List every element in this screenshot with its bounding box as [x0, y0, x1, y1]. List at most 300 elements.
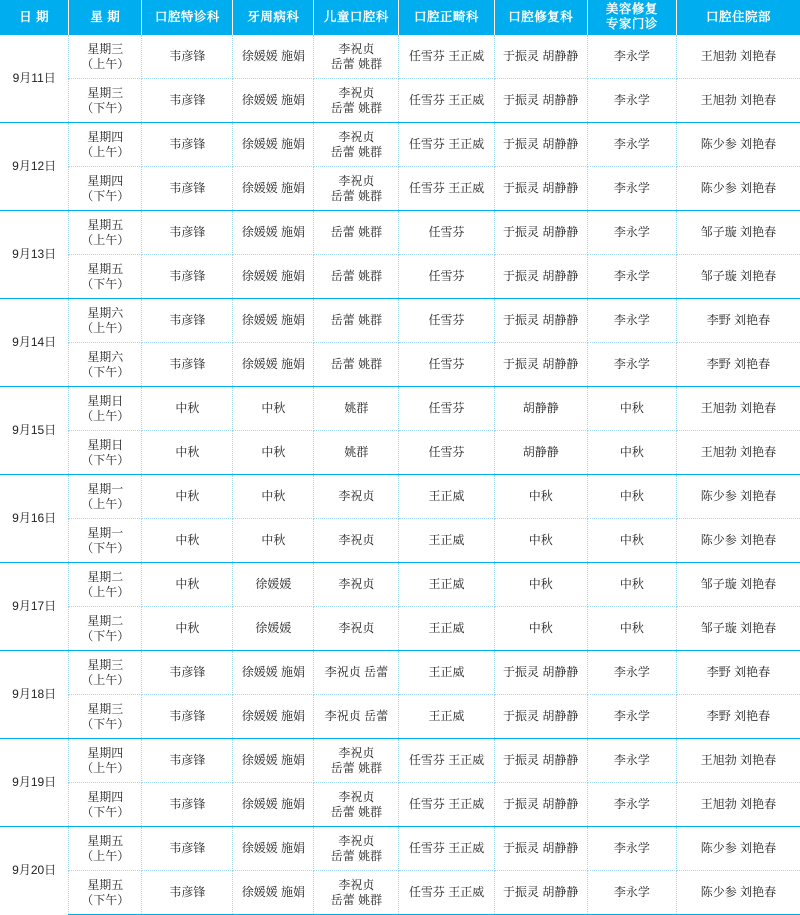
- doctor-cell: [494, 783, 587, 827]
- doctor-name: 于振灵 胡静静: [503, 357, 579, 371]
- doctor-cell: [587, 783, 676, 827]
- doctor-name: 李祝贞: [338, 129, 375, 144]
- doctor-cell: [494, 123, 587, 167]
- doctor-cell: [587, 343, 676, 387]
- doctor-name: 徐媛媛 施娟: [241, 753, 306, 767]
- doctor-cell: [314, 607, 399, 651]
- doctor-name: 陈少参 刘艳春: [700, 489, 777, 503]
- doctor-name: 徐媛媛 施娟: [241, 49, 306, 63]
- weekday-cell: [69, 387, 142, 431]
- doctor-name: 李永学: [613, 49, 650, 63]
- doctor-name: 徐媛媛 施娟: [241, 841, 306, 855]
- doctor-name: 陈少参 刘艳春: [700, 181, 777, 195]
- weekday-cell: [69, 651, 142, 695]
- column-header-orthodontics: 口腔正畸科: [399, 0, 494, 35]
- doctor-cell: [494, 299, 587, 343]
- doctor-cell: [233, 343, 314, 387]
- doctor-cell: [587, 167, 676, 211]
- doctor-cell: [233, 739, 314, 783]
- doctor-name: 韦彦锋: [169, 225, 206, 239]
- session-label: （上午）: [81, 496, 130, 511]
- doctor-name: 李永学: [613, 137, 650, 151]
- doctor-name: 李永学: [613, 313, 650, 327]
- weekday-label: 星期三: [87, 657, 124, 672]
- doctor-name: 中秋: [175, 533, 200, 547]
- table-body: [0, 35, 800, 915]
- doctor-cell: [587, 255, 676, 299]
- doctor-name: 岳蕾 姚群: [330, 313, 383, 327]
- weekday-cell: [69, 563, 142, 607]
- doctor-cell: [399, 475, 494, 519]
- doctor-name: 王正威: [428, 665, 465, 679]
- doctor-name: 徐媛媛 施娟: [241, 665, 306, 679]
- date-cell: 9月12日: [0, 123, 69, 211]
- weekday-label: 星期四: [87, 745, 124, 760]
- doctor-cell: [676, 475, 800, 519]
- doctor-name: 任雪芬 王正威: [408, 49, 485, 63]
- session-label: （下午）: [81, 628, 130, 643]
- doctor-cell: [587, 695, 676, 739]
- doctor-cell: [314, 431, 399, 475]
- doctor-cell: [233, 607, 314, 651]
- session-label: （下午）: [81, 716, 130, 731]
- table-row: [0, 387, 800, 431]
- table-row: [0, 651, 800, 695]
- column-header-weekday: 星 期: [69, 0, 142, 35]
- doctor-cell: [399, 783, 494, 827]
- doctor-name: 岳蕾 姚群: [330, 357, 383, 371]
- doctor-cell: [399, 35, 494, 79]
- doctor-cell: [587, 431, 676, 475]
- doctor-cell: [494, 79, 587, 123]
- doctor-name: 胡静静: [522, 445, 559, 459]
- session-label: （上午）: [81, 56, 130, 71]
- doctor-name: 王旭勃 刘艳春: [700, 401, 777, 415]
- doctor-name: 韦彦锋: [169, 313, 206, 327]
- doctor-cell: [142, 783, 233, 827]
- doctor-cell: [233, 871, 314, 915]
- weekday-cell: [69, 519, 142, 563]
- doctor-name: 岳蕾 姚群: [330, 760, 383, 775]
- weekday-label: 星期日: [87, 437, 124, 452]
- doctor-cell: [233, 563, 314, 607]
- doctor-name: 陈少参 刘艳春: [700, 137, 777, 151]
- doctor-cell: [676, 211, 800, 255]
- doctor-name: 李祝贞: [338, 85, 375, 100]
- session-label: （下午）: [81, 892, 130, 907]
- doctor-cell: [314, 123, 399, 167]
- doctor-name: 中秋: [175, 577, 200, 591]
- doctor-cell: [494, 739, 587, 783]
- doctor-name: 于振灵 胡静静: [503, 665, 579, 679]
- weekday-label: 星期三: [87, 41, 124, 56]
- doctor-name: 李祝贞: [338, 577, 375, 591]
- doctor-name: 陈少参 刘艳春: [700, 533, 777, 547]
- doctor-cell: [233, 827, 314, 871]
- doctor-name: 徐媛媛 施娟: [241, 709, 306, 723]
- doctor-cell: [399, 651, 494, 695]
- table-row: [0, 431, 800, 475]
- doctor-cell: [676, 431, 800, 475]
- doctor-cell: [399, 519, 494, 563]
- doctor-name: 中秋: [619, 577, 644, 591]
- table-row: [0, 563, 800, 607]
- session-label: （上午）: [81, 232, 130, 247]
- table-row: [0, 475, 800, 519]
- session-label: （下午）: [81, 804, 130, 819]
- doctor-cell: [314, 211, 399, 255]
- doctor-cell: [399, 343, 494, 387]
- weekday-cell: [69, 607, 142, 651]
- doctor-name: 邹子璇 刘艳春: [700, 269, 777, 283]
- doctor-name: 李永学: [613, 665, 650, 679]
- doctor-cell: [314, 783, 399, 827]
- doctor-cell: [494, 475, 587, 519]
- weekday-label: 星期六: [87, 305, 124, 320]
- doctor-cell: [587, 651, 676, 695]
- doctor-cell: [676, 343, 800, 387]
- table-row: [0, 607, 800, 651]
- doctor-cell: [494, 827, 587, 871]
- weekday-label: 星期二: [87, 613, 124, 628]
- doctor-name: 徐媛媛 施娟: [241, 797, 306, 811]
- doctor-cell: [494, 519, 587, 563]
- doctor-name: 中秋: [528, 489, 553, 503]
- doctor-name: 任雪芬: [428, 269, 465, 283]
- weekday-cell: [69, 431, 142, 475]
- doctor-cell: [399, 827, 494, 871]
- table-row: [0, 299, 800, 343]
- date-cell: 9月11日: [0, 35, 69, 123]
- doctor-name: 于振灵 胡静静: [503, 709, 579, 723]
- doctor-cell: [676, 827, 800, 871]
- doctor-name: 李野 刘艳春: [706, 313, 771, 327]
- date-cell: 9月19日: [0, 739, 69, 827]
- doctor-name: 韦彦锋: [169, 93, 206, 107]
- doctor-name: 韦彦锋: [169, 885, 206, 899]
- session-label: （上午）: [81, 760, 130, 775]
- doctor-name: 任雪芬: [428, 225, 465, 239]
- doctor-name: 邹子璇 刘艳春: [700, 577, 777, 591]
- doctor-name: 徐媛媛 施娟: [241, 137, 306, 151]
- doctor-cell: [142, 211, 233, 255]
- weekday-label: 星期二: [87, 569, 124, 584]
- doctor-name: 韦彦锋: [169, 709, 206, 723]
- table-row: [0, 167, 800, 211]
- doctor-name: 任雪芬: [428, 313, 465, 327]
- weekday-label: 星期四: [87, 173, 124, 188]
- doctor-name: 韦彦锋: [169, 269, 206, 283]
- doctor-cell: [142, 519, 233, 563]
- doctor-name: 岳蕾 姚群: [330, 144, 383, 159]
- doctor-cell: [142, 123, 233, 167]
- doctor-cell: [587, 35, 676, 79]
- doctor-cell: [314, 827, 399, 871]
- doctor-cell: [142, 827, 233, 871]
- doctor-name: 中秋: [261, 489, 286, 503]
- doctor-name: 李祝贞: [338, 41, 375, 56]
- doctor-cell: [494, 387, 587, 431]
- doctor-cell: [676, 79, 800, 123]
- weekday-cell: [69, 79, 142, 123]
- doctor-cell: [233, 211, 314, 255]
- doctor-name: 李祝贞: [338, 877, 375, 892]
- doctor-name: 于振灵 胡静静: [503, 797, 579, 811]
- doctor-name: 徐媛媛 施娟: [241, 885, 306, 899]
- doctor-name: 李永学: [613, 709, 650, 723]
- doctor-cell: [142, 431, 233, 475]
- doctor-cell: [233, 299, 314, 343]
- doctor-name: 李永学: [613, 797, 650, 811]
- doctor-name: 王旭勃 刘艳春: [700, 93, 777, 107]
- doctor-name: 徐媛媛 施娟: [241, 313, 306, 327]
- date-cell: 9月14日: [0, 299, 69, 387]
- session-label: （上午）: [81, 672, 130, 687]
- doctor-cell: [399, 387, 494, 431]
- doctor-name: 中秋: [175, 401, 200, 415]
- doctor-cell: [314, 739, 399, 783]
- doctor-cell: [142, 871, 233, 915]
- doctor-name: 王正威: [428, 533, 465, 547]
- doctor-cell: [494, 607, 587, 651]
- doctor-cell: [314, 651, 399, 695]
- doctor-name: 韦彦锋: [169, 841, 206, 855]
- doctor-cell: [314, 79, 399, 123]
- weekday-label: 星期日: [87, 393, 124, 408]
- doctor-name: 李永学: [613, 753, 650, 767]
- doctor-name: 岳蕾 姚群: [330, 188, 383, 203]
- date-cell: 9月17日: [0, 563, 69, 651]
- weekday-label: 星期四: [87, 129, 124, 144]
- doctor-cell: [676, 739, 800, 783]
- date-cell: 9月16日: [0, 475, 69, 563]
- table-header: [0, 0, 800, 35]
- doctor-name: 李永学: [613, 93, 650, 107]
- column-header-special-clinic: 口腔特诊科: [142, 0, 233, 35]
- doctor-name: 任雪芬 王正威: [408, 137, 485, 151]
- doctor-name: 徐媛媛 施娟: [241, 269, 306, 283]
- doctor-cell: [676, 387, 800, 431]
- doctor-name: 任雪芬: [428, 357, 465, 371]
- doctor-name: 李祝贞: [338, 621, 375, 635]
- doctor-cell: [314, 167, 399, 211]
- doctor-name: 岳蕾 姚群: [330, 56, 383, 71]
- doctor-cell: [676, 167, 800, 211]
- doctor-name: 任雪芬 王正威: [408, 797, 485, 811]
- column-header-cosmetic-line1: 美容修复: [605, 2, 658, 16]
- doctor-cell: [494, 35, 587, 79]
- doctor-name: 王正威: [428, 621, 465, 635]
- doctor-cell: [587, 211, 676, 255]
- column-header-periodontics: 牙周病科: [233, 0, 314, 35]
- weekday-label: 星期五: [87, 833, 124, 848]
- doctor-name: 王正威: [428, 709, 465, 723]
- table-row: [0, 343, 800, 387]
- doctor-cell: [142, 343, 233, 387]
- doctor-cell: [676, 255, 800, 299]
- doctor-cell: [233, 35, 314, 79]
- doctor-cell: [233, 387, 314, 431]
- weekday-label: 星期四: [87, 789, 124, 804]
- doctor-name: 中秋: [619, 621, 644, 635]
- doctor-name: 李永学: [613, 181, 650, 195]
- doctor-cell: [314, 519, 399, 563]
- doctor-cell: [494, 651, 587, 695]
- weekday-cell: [69, 783, 142, 827]
- doctor-name: 王旭勃 刘艳春: [700, 797, 777, 811]
- doctor-name: 于振灵 胡静静: [503, 313, 579, 327]
- doctor-name: 韦彦锋: [169, 137, 206, 151]
- doctor-name: 中秋: [175, 489, 200, 503]
- table-row: [0, 739, 800, 783]
- doctor-cell: [399, 695, 494, 739]
- doctor-name: 李永学: [613, 357, 650, 371]
- doctor-name: 于振灵 胡静静: [503, 49, 579, 63]
- doctor-cell: [233, 167, 314, 211]
- doctor-name: 姚群: [344, 401, 369, 415]
- weekday-label: 星期一: [87, 481, 124, 496]
- doctor-name: 李永学: [613, 225, 650, 239]
- doctor-cell: [494, 563, 587, 607]
- doctor-name: 王旭勃 刘艳春: [700, 445, 777, 459]
- session-label: （下午）: [81, 276, 130, 291]
- doctor-cell: [142, 255, 233, 299]
- doctor-name: 韦彦锋: [169, 49, 206, 63]
- doctor-cell: [314, 871, 399, 915]
- doctor-cell: [233, 123, 314, 167]
- table-row: [0, 35, 800, 79]
- doctor-cell: [142, 167, 233, 211]
- doctor-name: 任雪芬 王正威: [408, 885, 485, 899]
- doctor-name: 李野 刘艳春: [706, 357, 771, 371]
- doctor-name: 陈少参 刘艳春: [700, 885, 777, 899]
- doctor-name: 李永学: [613, 841, 650, 855]
- weekday-label: 星期五: [87, 217, 124, 232]
- header-row: [0, 0, 800, 35]
- doctor-cell: [142, 299, 233, 343]
- doctor-cell: [676, 651, 800, 695]
- doctor-name: 李祝贞: [338, 745, 375, 760]
- table-row: [0, 783, 800, 827]
- weekday-label: 星期三: [87, 701, 124, 716]
- doctor-cell: [587, 827, 676, 871]
- doctor-name: 李祝贞: [338, 173, 375, 188]
- column-header-inpatient: 口腔住院部: [676, 0, 800, 35]
- doctor-cell: [399, 211, 494, 255]
- doctor-name: 李野 刘艳春: [706, 665, 771, 679]
- doctor-name: 任雪芬 王正威: [408, 753, 485, 767]
- doctor-cell: [676, 695, 800, 739]
- doctor-name: 邹子璇 刘艳春: [700, 621, 777, 635]
- weekday-cell: [69, 475, 142, 519]
- table-row: [0, 123, 800, 167]
- doctor-cell: [494, 167, 587, 211]
- doctor-name: 韦彦锋: [169, 357, 206, 371]
- weekday-cell: [69, 123, 142, 167]
- table-row: [0, 79, 800, 123]
- table-row: [0, 695, 800, 739]
- session-label: （上午）: [81, 144, 130, 159]
- table-row: [0, 871, 800, 915]
- doctor-name: 徐媛媛 施娟: [241, 357, 306, 371]
- doctor-cell: [314, 475, 399, 519]
- doctor-name: 韦彦锋: [169, 753, 206, 767]
- doctor-cell: [142, 695, 233, 739]
- table-row: [0, 519, 800, 563]
- doctor-cell: [676, 35, 800, 79]
- doctor-cell: [314, 695, 399, 739]
- doctor-name: 中秋: [528, 577, 553, 591]
- doctor-cell: [399, 79, 494, 123]
- doctor-cell: [494, 431, 587, 475]
- doctor-cell: [399, 739, 494, 783]
- doctor-name: 任雪芬 王正威: [408, 181, 485, 195]
- doctor-name: 中秋: [619, 533, 644, 547]
- doctor-name: 任雪芬: [428, 445, 465, 459]
- column-header-date: 日 期: [0, 0, 69, 35]
- doctor-cell: [587, 475, 676, 519]
- doctor-cell: [494, 211, 587, 255]
- doctor-name: 任雪芬: [428, 401, 465, 415]
- weekday-label: 星期五: [87, 877, 124, 892]
- doctor-cell: [587, 871, 676, 915]
- doctor-cell: [233, 783, 314, 827]
- doctor-name: 于振灵 胡静静: [503, 225, 579, 239]
- doctor-name: 李祝贞: [338, 489, 375, 503]
- doctor-cell: [676, 519, 800, 563]
- doctor-name: 徐媛媛: [255, 577, 292, 591]
- date-cell: 9月20日: [0, 827, 69, 915]
- weekday-cell: [69, 871, 142, 915]
- doctor-name: 李永学: [613, 269, 650, 283]
- session-label: （上午）: [81, 408, 130, 423]
- doctor-cell: [587, 79, 676, 123]
- doctor-name: 中秋: [175, 621, 200, 635]
- weekday-label: 星期一: [87, 525, 124, 540]
- doctor-name: 任雪芬 王正威: [408, 841, 485, 855]
- doctor-name: 岳蕾 姚群: [330, 848, 383, 863]
- table-row: [0, 827, 800, 871]
- doctor-name: 岳蕾 姚群: [330, 804, 383, 819]
- column-header-cosmetic-line2: 专家门诊: [605, 17, 658, 31]
- doctor-cell: [587, 299, 676, 343]
- weekday-cell: [69, 255, 142, 299]
- session-label: （下午）: [81, 364, 130, 379]
- doctor-name: 于振灵 胡静静: [503, 753, 579, 767]
- doctor-name: 于振灵 胡静静: [503, 885, 579, 899]
- doctor-name: 韦彦锋: [169, 665, 206, 679]
- session-label: （下午）: [81, 540, 130, 555]
- column-header-cosmetic-expert: [587, 0, 676, 35]
- doctor-cell: [587, 563, 676, 607]
- doctor-cell: [314, 35, 399, 79]
- weekday-cell: [69, 343, 142, 387]
- doctor-cell: [676, 123, 800, 167]
- doctor-name: 李祝贞: [338, 833, 375, 848]
- doctor-name: 李野 刘艳春: [706, 709, 771, 723]
- doctor-cell: [142, 79, 233, 123]
- doctor-name: 王旭勃 刘艳春: [700, 49, 777, 63]
- session-label: （下午）: [81, 188, 130, 203]
- date-cell: 9月13日: [0, 211, 69, 299]
- doctor-cell: [587, 519, 676, 563]
- weekday-cell: [69, 739, 142, 783]
- doctor-name: 于振灵 胡静静: [503, 181, 579, 195]
- date-cell: 9月18日: [0, 651, 69, 739]
- doctor-cell: [399, 299, 494, 343]
- column-header-prosthodontics: 口腔修复科: [494, 0, 587, 35]
- doctor-cell: [314, 299, 399, 343]
